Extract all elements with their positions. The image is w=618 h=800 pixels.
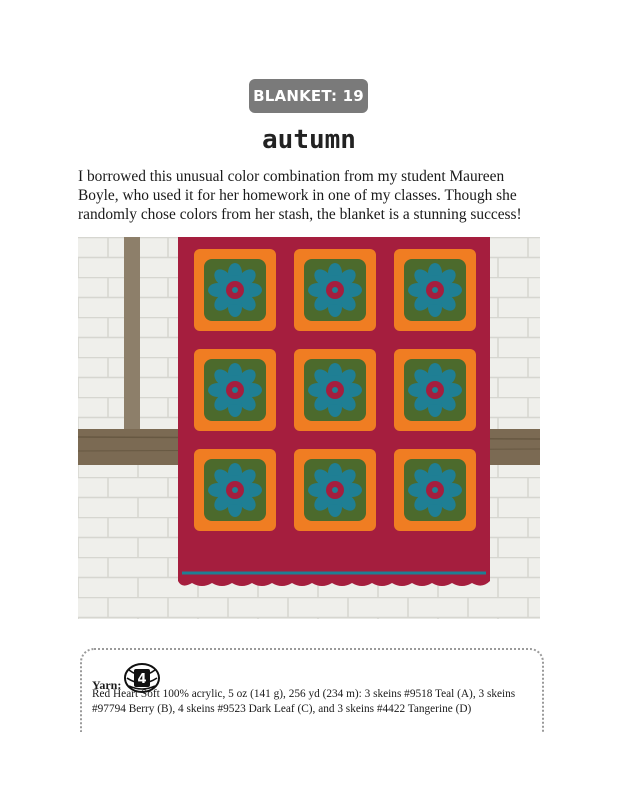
badge-label: BLANKET: 19 [253, 87, 364, 105]
granny-square [188, 443, 282, 537]
yarn-description: Red Heart Soft 100% acrylic, 5 oz (141 g), 256 yd (234 m): 3 skeins #9518 Teal (A), 3 skeins #97794 Berry (B), 4 skeins #9523 Dark Leaf (C), and 3 skeins #4422 Tangerine (D) [92, 688, 516, 715]
page-title: autumn [262, 125, 356, 155]
granny-square [388, 243, 482, 337]
yarn-weight-number: 4 [137, 672, 147, 687]
intro-text: I borrowed this unusual color combination from my student Maureen Boyle, who used it for her homework in one of my classes. Though she randomly chose colors from her stash, the blanket is a stunning success! [78, 168, 522, 223]
granny-square [288, 343, 382, 437]
granny-square [388, 443, 482, 537]
granny-square [188, 243, 282, 337]
yarn-label: Yarn: [92, 677, 122, 692]
granny-squares [188, 243, 482, 537]
ladder-rail [124, 237, 140, 437]
granny-square [288, 243, 382, 337]
granny-square [288, 443, 382, 537]
intro-paragraph [78, 167, 548, 224]
granny-square [388, 343, 482, 437]
yarn-info-box [80, 648, 544, 732]
blanket-number-badge [249, 79, 368, 113]
granny-square [188, 343, 282, 437]
blanket-photo [78, 237, 540, 619]
